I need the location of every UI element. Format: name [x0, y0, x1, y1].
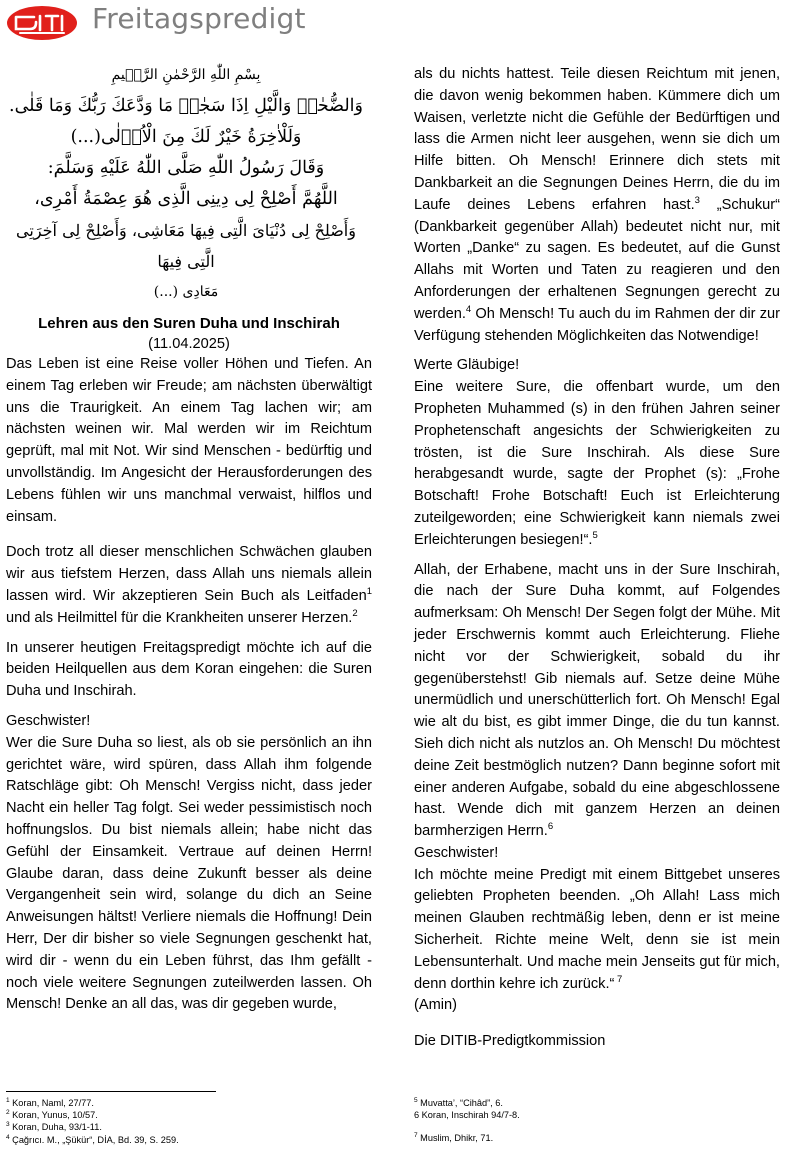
arabic-line-5: وَأَصْلِحْ لِى دُنْيَاىَ الَّتِى فِيهَا مَعَاشِى، وَأَصْلِحْ لِى آخِرَتِى الَّتِى فِيهَا [16, 221, 356, 271]
footnote-1: $^1$ Koran, Naml, 27/77. [6, 1096, 94, 1108]
signature: Die DITIB-Predigtkommission [414, 1033, 606, 1050]
footnote-5: $^5$ Muvatta’, “Cihâd”, 6. [414, 1096, 503, 1108]
arabic-line-4: اللَّهُمَّ أَصْلِحْ لِى دِينِى الَّذِى هُوَ عِصْمَةُ أَمْرِى، [34, 189, 338, 209]
right-column [414, 64, 780, 1053]
greeting-siblings: Geschwister! [6, 712, 91, 729]
footnote-2: $^2$ Koran, Yunus, 10/57. [6, 1109, 98, 1121]
amin: (Amin) [414, 997, 457, 1014]
paragraph-faith: Doch trotz all dieser menschlichen Schwächen glauben wir aus tiefstem Herzen, dass Allah uns niemals allein lassen wird. Wir akzeptieren Sein Buch als Leitfaden$^1$ und als Heilmittel für die Krankheiten unserer Herzen.$^2$ [6, 544, 372, 626]
footnote-ref-4: 4 [465, 303, 472, 315]
arabic-line-6: مَعَادِى (...) [153, 284, 219, 300]
footnote-ref-6: 6 [547, 821, 554, 833]
sermon-title: Lehren aus den Suren Duha und Inschirah [38, 315, 340, 332]
greeting-believers: Werte Gläubige! [414, 357, 520, 374]
footnote-ref-3: 3 [694, 194, 700, 206]
arabic-line-1: وَالضُّحٰىۙ وَالَّيْلِ اِذَا سَجٰىۙ مَا وَدَّعَكَ رَبُّكَ وَمَا قَلٰى. [9, 96, 363, 116]
paragraph-effort: Allah, der Erhabene, macht uns in der Sure Inschirah, die nach der Sure Duha kommt, auf Folgendes aufmerksam: Oh Mensch! Der Segen folgt der Mühe. Mit jeder Erschwernis kommt auch Erleichterung. Fliehe nicht vor der Schwierigkeit, sobald du ihr gegenüberstehst! Gib niemals auf. Setze deine Mühe unermüdlich und unerschütterlich fort. Oh Mensch! Egal wie alt du bist, es gibt immer Dinge, die du tun kannst. Sieh dich nicht als nutzlos an. Oh Mensch! Du möchtest deine Zeit bestmöglich nutzen? Dann beginne sofort mit einer anderen Aufgabe, sobald du eine abgeschlossene hast. Wende dich mit ganzem Herzen an deinen barmherzigen Herrn.$^6$ [414, 561, 780, 840]
footnote-6: 6 Koran, Inschirah 94/7-8. [414, 1110, 520, 1121]
left-column [6, 60, 372, 1016]
paragraph-duha: Wer die Sure Duha so liest, als ob sie persönlich an ihn gerichtet wäre, wird spüren, dass Allah ihm folgende Ratschläge gibt: Oh Mensch! Vergiss nicht, dass jeder Nacht ein heller Tag folgt. Sei weder pessimistisch noch hoffnungslos. Du bist niemals allein; habe nicht das Gefühl der Einsamkeit. Vertraue auf deinen Herrn! Glaube daran, dass deine Zukunft besser als deine Vergangenheit sein wird, solange du dich an Seine Anweisungen hältst! Verliere niemals die Hoffnung! Dein Herr, Der dir bisher so viele Segnungen geschenkt hat, wird dir - wenn du ein Leben führst, das Ihm gefällt - noch viele weitere Segnungen zuteilwerden lassen. Oh Mensch! Denke an all das, was dir gegeben wurde, [6, 734, 372, 1013]
paragraph-intro: Das Leben ist eine Reise voller Höhen und Tiefen. An einem Tag erleben wir Freude; am nächsten überwältigt uns die Traurigkeit. An einem Tag lachen wir; am nächsten weinen wir. Mal werden wir im Reichtum geprüft, mal mit Not. Wir sind Menschen - bedürftig und unvollständig. Im Angesicht der Herausforderungen des Lebens fühlen wir uns manchmal verwaist, hilflos und einsam. [6, 356, 372, 525]
footnotes-left [6, 1097, 386, 1146]
ditib-logo-icon [6, 5, 78, 41]
footnote-ref-1: 1 [366, 586, 372, 598]
arabic-line-2: وَلَلْاٰخِرَةُ خَيْرٌ لَكَ مِنَ الْاُو۫لٰى(...) [70, 127, 302, 147]
paragraph-gratitude: als du nichts hattest. Teile diesen Reichtum mit jenen, die davon wenig bekommen haben. Kümmere dich um Waisen, verletzte nicht die Gefühle der Bedürftigen und lass die Armen nicht leer ausgehen, wenn sie dich um Hilfe bitten. Oh Mensch! Erinnere dich stets mit Dankbarkeit an die Segnungen Deines Herrn, die du im Laufe deines Lebens erfahren hast.$^3$ „Schukur“ (Dankbarkeit gegenüber Allah) bedeutet nicht nur, mit Worten „Danke“ zu sagen. Es bedeutet, auf die Gunst Allahs mit Worten und Taten zu reagieren und den Anforderungen der erhaltenen Segnungen gerecht zu werden.$^4$ Oh Mensch! Tu auch du im Rahmen der dir zur Verfügung stehenden Möglichkeiten das Notwendige! [414, 66, 781, 344]
footnote-4: $^4$ Çağrıcı. M., „Şükür“, DİA, Bd. 39, S. 259. [6, 1133, 179, 1145]
footnote-7: $^7$ Muslim, Dhikr, 71. [414, 1132, 494, 1144]
paragraph-topic: In unserer heutigen Freitagspredigt möchte ich auf die beiden Heilquellen aus dem Koran eingehen: die Suren Duha und Inschirah. [6, 639, 372, 700]
footnotes-right [414, 1097, 774, 1145]
arabic-line-3: وَقَالَ رَسُولُ اللّٰهِ صَلَّى اللّٰهُ عَلَيْهِ وَسَلَّمَ: [47, 158, 325, 178]
arabic-basmala: بِسْمِ اللّٰهِ الرَّحْمٰنِ الرَّح۪يمِ [111, 67, 261, 83]
footnote-ref-5: 5 [592, 529, 598, 541]
footnote-ref-2: 2 [352, 607, 358, 619]
sermon-date: (11.04.2025) [148, 336, 230, 352]
footnote-divider [6, 1091, 216, 1092]
paragraph-inschirah: Eine weitere Sure, die offenbart wurde, um den Propheten Muhammed (s) in den frühen Jahren seiner Prophetenschaft angesichts der Schwierigkeiten zu trösten, ist die Sure Inschirah. Als diese Sure herabgesandt wurde, sagte der Prophet (s): „Frohe Botschaft! Frohe Botschaft! Euch ist Erleichterung zuteilgeworden; eine Schwierigkeit kann niemals zwei Erleichterungen besiegen!“.$^5$ [414, 379, 780, 548]
paragraph-prayer: Ich möchte meine Predigt mit einem Bittgebet unseres geliebten Propheten beenden. „Oh Allah! Lass mich meinen Glauben rechtmäßig leben, denn er ist meine Sicherheit. Richte meine Welt, denn sie ist mein Lebensunterhalt. Und mache mein Jenseits gut für mich, denn dorthin kehre ich zurück.“ $^7$ [414, 866, 780, 992]
arabic-opening [6, 60, 372, 308]
footnote-ref-7: 7 [614, 973, 623, 985]
page-header [6, 2, 706, 44]
greeting-siblings-2: Geschwister! [414, 844, 499, 861]
footnote-3: $^3$ Koran, Duha, 93/1-11. [6, 1121, 102, 1133]
page-title: Freitagspredigt [92, 2, 306, 35]
